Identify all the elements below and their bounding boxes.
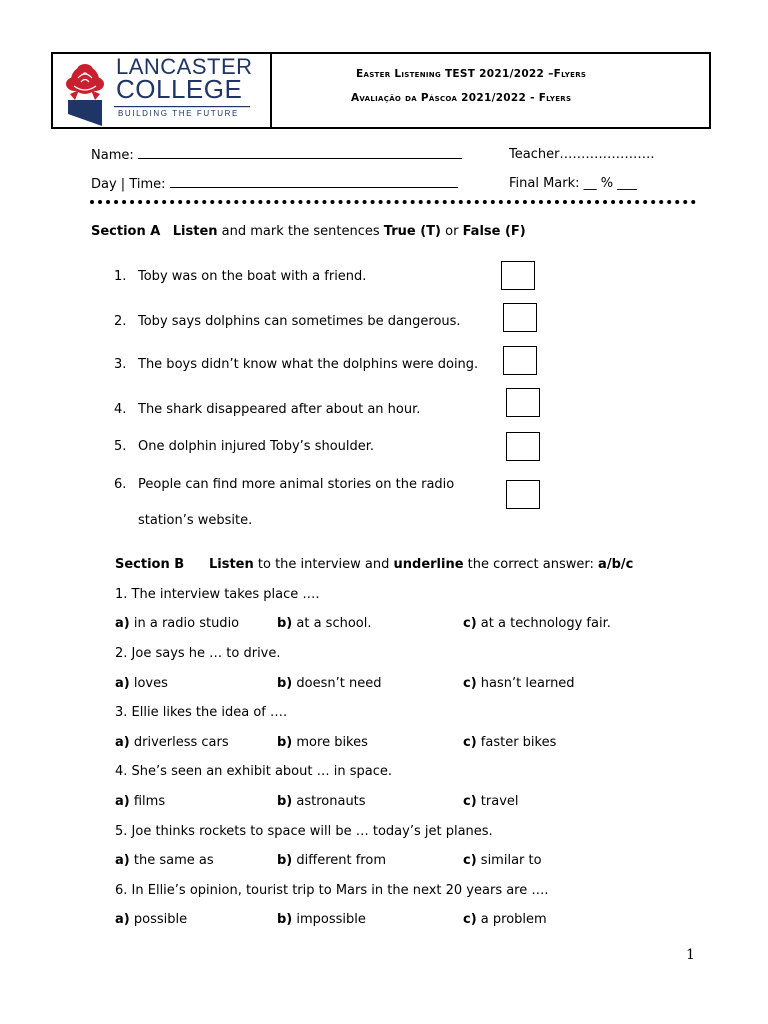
option-a-label: a) <box>115 794 130 809</box>
option-a-label: a) <box>115 853 130 868</box>
option-a-text: loves <box>133 676 168 691</box>
item-text: The shark disappeared after about an hour. <box>138 402 421 417</box>
option-c-label: c) <box>463 676 477 691</box>
option-c-text: a problem <box>480 912 547 927</box>
header-divider <box>270 52 272 129</box>
option-c-label: c) <box>463 853 477 868</box>
section-b-title: Section B <box>115 557 185 572</box>
option-c[interactable] <box>463 676 575 691</box>
option-c-text: similar to <box>480 853 542 868</box>
logo-line1: LANCASTER <box>116 54 253 79</box>
answer-box[interactable] <box>506 432 540 461</box>
option-b[interactable] <box>277 735 368 750</box>
option-c-text: hasn’t learned <box>480 676 575 691</box>
answer-box[interactable] <box>501 261 535 290</box>
option-a-label: a) <box>115 912 130 927</box>
option-a[interactable] <box>115 794 165 809</box>
item-number: 4. <box>114 402 127 417</box>
option-a-text: possible <box>133 912 188 927</box>
option-a-label: a) <box>115 616 130 631</box>
option-a[interactable] <box>115 853 214 868</box>
logo-line2: COLLEGE <box>116 74 243 104</box>
question-text: 5. Joe thinks rockets to space will be … today’s jet planes. <box>115 824 493 839</box>
option-b-label: b) <box>277 853 293 868</box>
option-b-text: doesn’t need <box>296 676 382 691</box>
college-logo <box>62 56 262 126</box>
option-a-label: a) <box>115 735 130 750</box>
option-a-text: the same as <box>133 853 214 868</box>
option-b-text: astronauts <box>296 794 366 809</box>
item-text: One dolphin injured Toby’s shoulder. <box>138 439 375 454</box>
option-b-label: b) <box>277 616 293 631</box>
section-a-true: True (T) <box>383 224 441 239</box>
option-b[interactable] <box>277 676 381 691</box>
option-a-text: in a radio studio <box>133 616 240 631</box>
section-b-mid: to the interview and <box>257 557 390 572</box>
option-c-label: c) <box>463 912 477 927</box>
item-text-continued: station’s website. <box>138 513 253 528</box>
option-c-text: at a technology fair. <box>480 616 611 631</box>
title-en: Easter Listening TEST 2021/2022 –Flyers <box>356 68 587 80</box>
option-b-label: b) <box>277 794 293 809</box>
option-a-label: a) <box>115 676 130 691</box>
final-mark-label: Final Mark: __ % ___ <box>509 176 637 191</box>
option-b-text: at a school. <box>296 616 372 631</box>
option-c-text: travel <box>480 794 519 809</box>
section-b-abc: a/b/c <box>598 557 634 572</box>
option-c-label: c) <box>463 735 477 750</box>
day-time-label-text: Day | Time: <box>91 177 166 192</box>
option-c-label: c) <box>463 794 477 809</box>
logo-tagline: BUILDING THE FUTURE <box>118 109 239 118</box>
name-label-text: Name: <box>91 148 134 163</box>
item-text: The boys didn’t know what the dolphins were doing. <box>138 357 479 372</box>
item-number: 6. <box>114 477 127 492</box>
question-text: 6. In Ellie’s opinion, tourist trip to Mars in the next 20 years are …. <box>115 883 549 898</box>
option-a[interactable] <box>115 735 229 750</box>
question-text: 4. She’s seen an exhibit about … in space. <box>115 764 392 779</box>
option-a-text: films <box>133 794 166 809</box>
item-text: Toby was on the boat with a friend. <box>138 269 367 284</box>
item-number: 5. <box>114 439 127 454</box>
option-a[interactable] <box>115 616 239 631</box>
day-time-label <box>91 176 458 192</box>
answer-box[interactable] <box>503 303 537 332</box>
option-c[interactable] <box>463 853 542 868</box>
item-number: 2. <box>114 314 127 329</box>
item-number: 3. <box>114 357 127 372</box>
item-text: People can find more animal stories on the radio <box>138 477 455 492</box>
option-b-label: b) <box>277 912 293 927</box>
section-b-heading <box>115 557 633 572</box>
teacher-label: Teacher…………………. <box>509 147 655 162</box>
option-b-text: impossible <box>296 912 366 927</box>
section-a-mid: and mark the sentences <box>221 224 380 239</box>
option-b-text: more bikes <box>296 735 368 750</box>
answer-box[interactable] <box>506 388 540 417</box>
option-b[interactable] <box>277 794 366 809</box>
option-a[interactable] <box>115 912 187 927</box>
option-b[interactable] <box>277 853 386 868</box>
item-number: 1. <box>114 269 127 284</box>
question-text: 3. Ellie likes the idea of …. <box>115 705 288 720</box>
option-b-label: b) <box>277 735 293 750</box>
option-b-label: b) <box>277 676 293 691</box>
answer-box[interactable] <box>506 480 540 509</box>
option-b[interactable] <box>277 912 366 927</box>
dotted-divider <box>90 200 696 204</box>
option-a[interactable] <box>115 676 168 691</box>
option-c[interactable] <box>463 794 519 809</box>
question-text: 2. Joe says he … to drive. <box>115 646 281 661</box>
name-label <box>91 147 462 163</box>
section-a-title: Section A <box>91 224 161 239</box>
name-field[interactable] <box>138 147 462 159</box>
section-a-heading <box>91 224 526 239</box>
answer-box[interactable] <box>503 346 537 375</box>
option-a-text: driverless cars <box>133 735 229 750</box>
section-a-listen: Listen <box>172 224 218 239</box>
question-text: 1. The interview takes place …. <box>115 587 320 602</box>
day-time-field[interactable] <box>170 176 458 188</box>
section-a-or: or <box>445 224 459 239</box>
option-c-label: c) <box>463 616 477 631</box>
option-c[interactable] <box>463 616 611 631</box>
option-c[interactable] <box>463 912 547 927</box>
section-b-underline: underline <box>393 557 464 572</box>
title-pt: Avaliação da Páscoa 2021/2022 - Flyers <box>351 92 572 104</box>
option-b[interactable] <box>277 616 372 631</box>
section-b-listen: Listen <box>208 557 254 572</box>
section-a-false: False (F) <box>462 224 526 239</box>
section-b-end: the correct answer: <box>467 557 594 572</box>
option-c-text: faster bikes <box>480 735 557 750</box>
option-c[interactable] <box>463 735 556 750</box>
item-text: Toby says dolphins can sometimes be dangerous. <box>138 314 461 329</box>
page-number: 1 <box>686 947 695 963</box>
option-b-text: different from <box>296 853 386 868</box>
